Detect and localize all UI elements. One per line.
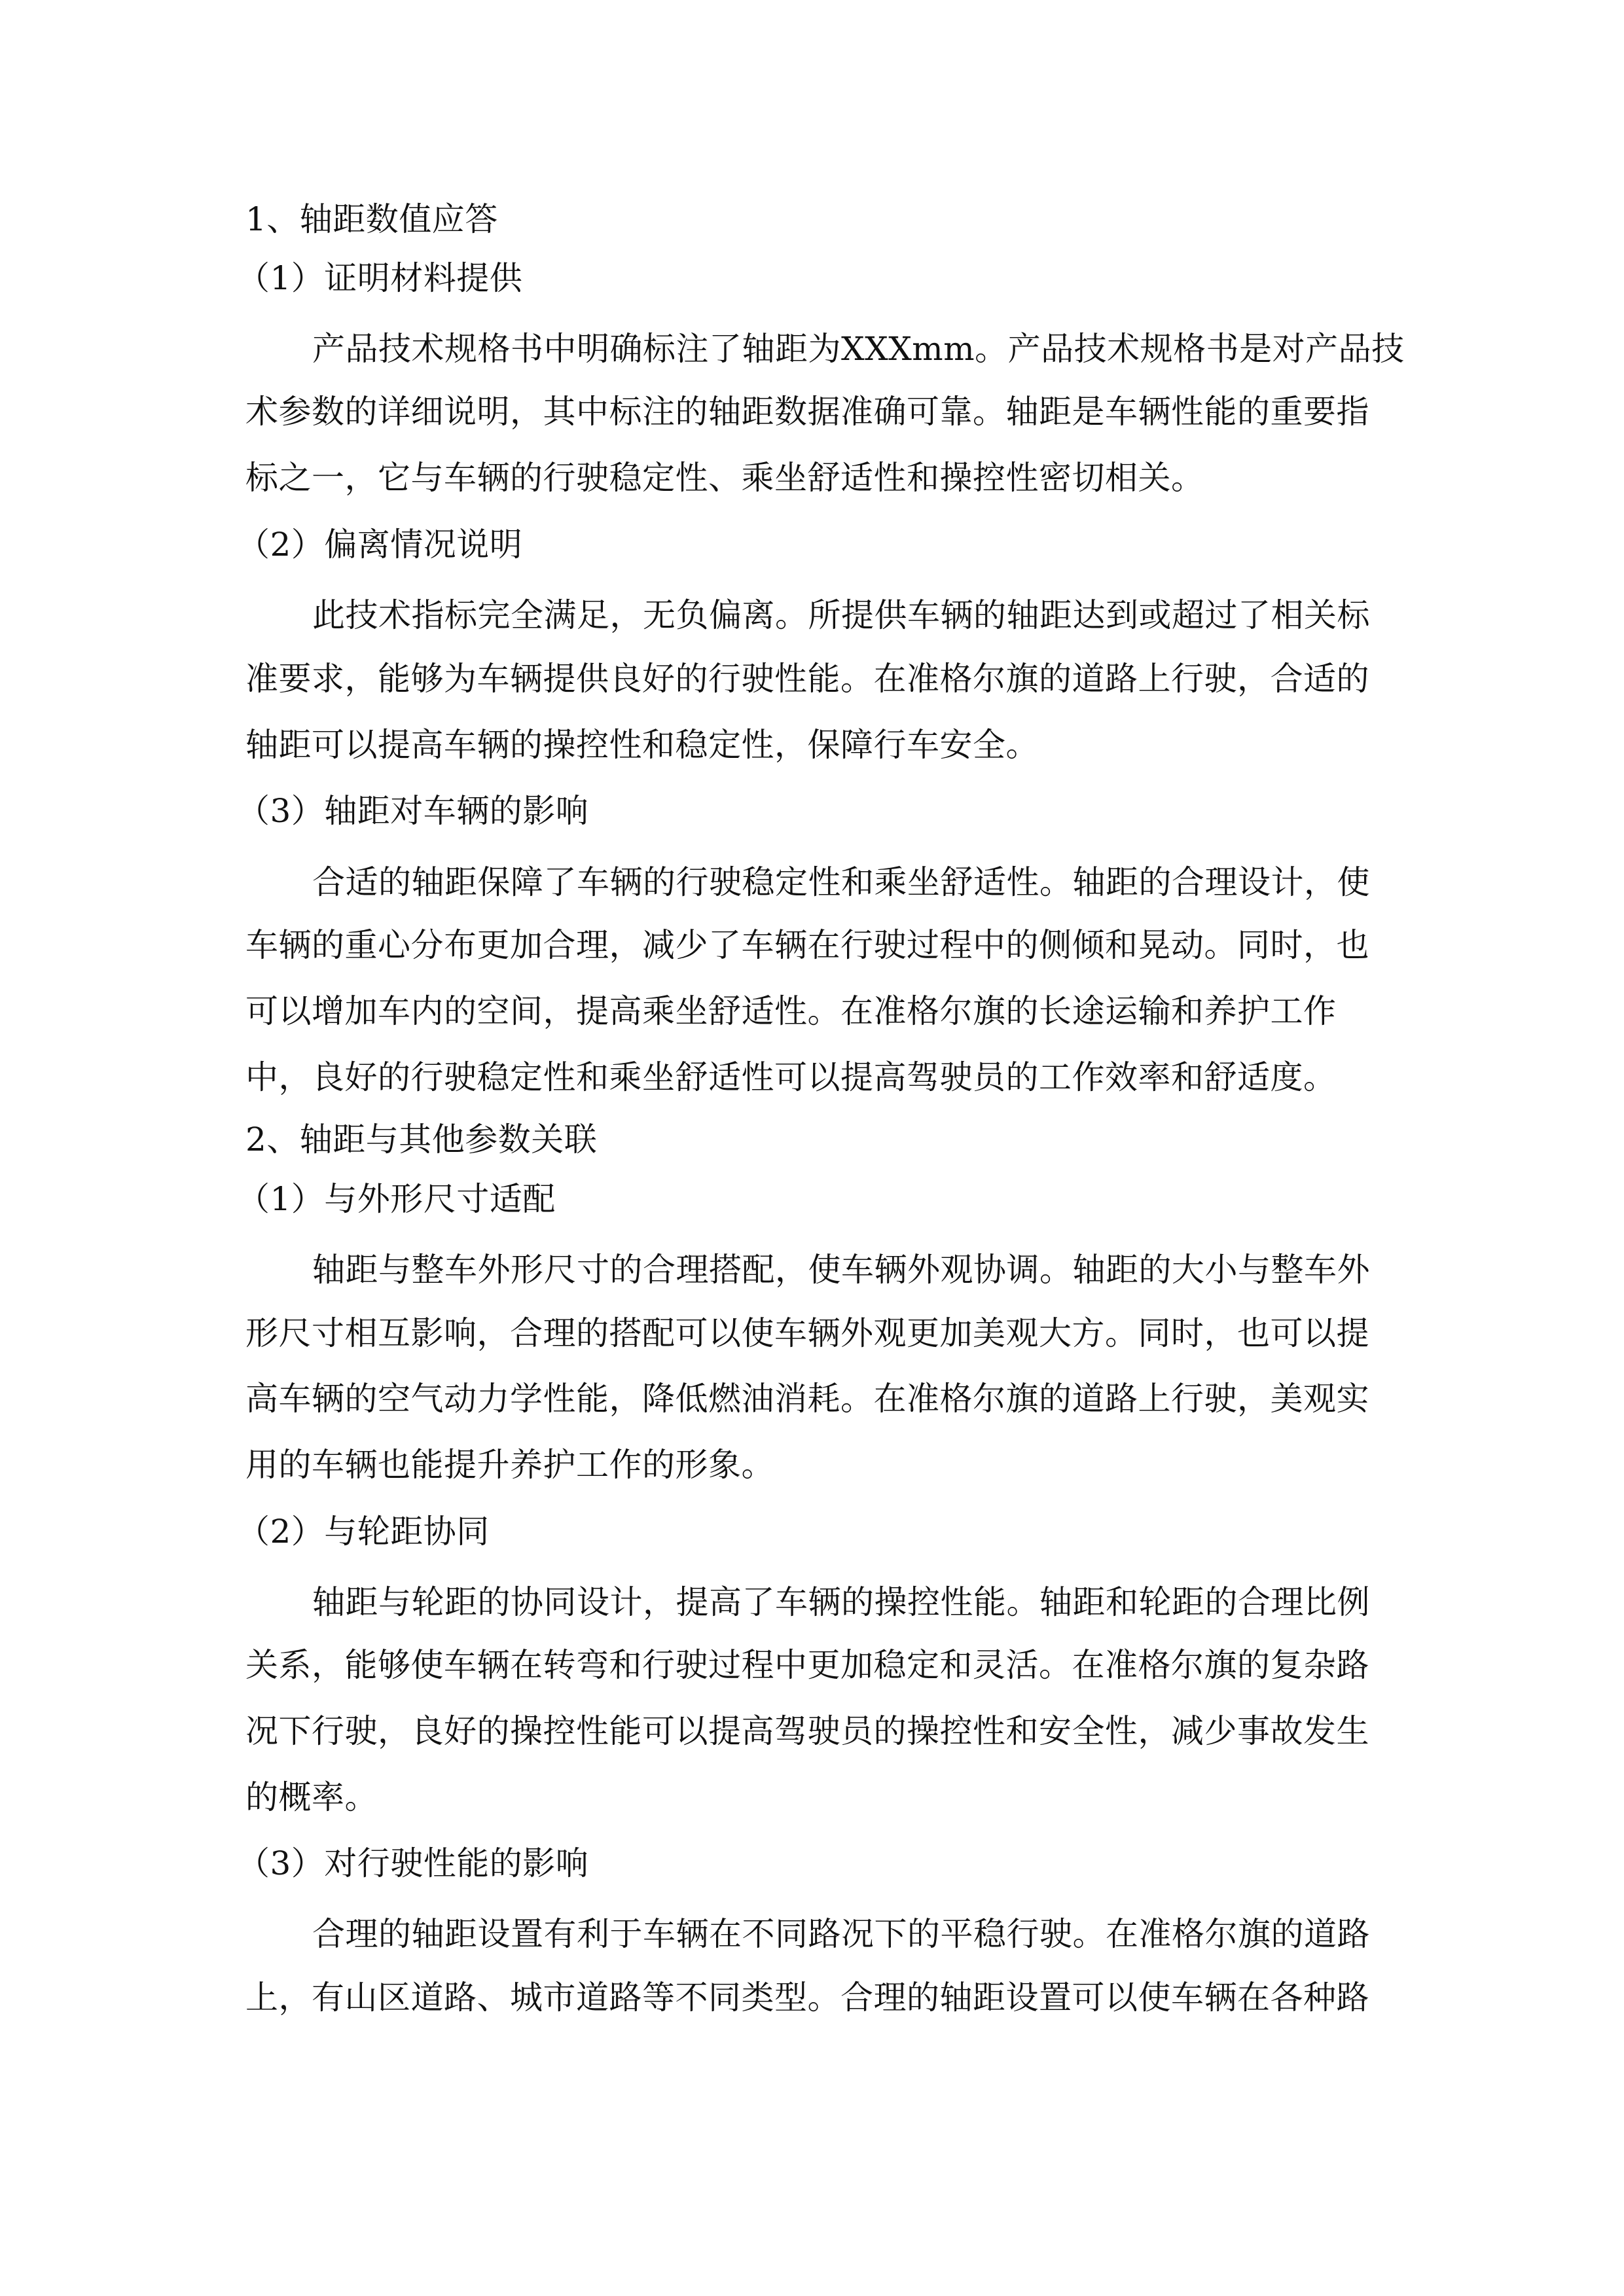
paragraph-line: 中，良好的行驶稳定性和乘坐舒适性可以提高驾驶员的工作效率和舒适度。 [245,1058,1337,1096]
paragraph-line: 此技术指标完全满足，无负偏离。所提供车辆的轴距达到或超过了相关标 [312,596,1370,634]
paragraph-line: 上，有山区道路、城市道路等不同类型。合理的轴距设置可以使车辆在各种路 [245,1979,1369,2017]
subheading-2-1: （1）与外形尺寸适配 [237,1180,556,1218]
subheading-1-2: （2）偏离情况说明 [237,526,523,564]
subheading-1-1: （1）证明材料提供 [237,259,523,297]
subheading-1-3: （3）轴距对车辆的影响 [237,792,589,830]
paragraph-line: 轴距可以提高车辆的操控性和稳定性，保障行车安全。 [245,726,1039,764]
paragraph-line: 术参数的详细说明，其中标注的轴距数据准确可靠。轴距是车辆性能的重要指 [245,393,1369,431]
paragraph-line: 高车辆的空气动力学性能，降低燃油消耗。在准格尔旗的道路上行驶，美观实 [245,1380,1369,1418]
paragraph-line: 合适的轴距保障了车辆的行驶稳定性和乘坐舒适性。轴距的合理设计，使 [312,863,1370,901]
paragraph-line: 车辆的重心分布更加合理，减少了车辆在行驶过程中的侧倾和晃动。同时，也 [245,926,1369,964]
section-heading-1: 1、轴距数值应答 [245,200,498,238]
paragraph-line: 用的车辆也能提升养护工作的形象。 [245,1446,774,1484]
paragraph-line: 轴距与轮距的协同设计，提高了车辆的操控性能。轴距和轮距的合理比例 [312,1583,1370,1621]
paragraph-line: 产品技术规格书中明确标注了轴距为XXXmm。产品技术规格书是对产品技 [312,330,1405,368]
paragraph-line: 可以增加车内的空间，提高乘坐舒适性。在准格尔旗的长途运输和养护工作 [245,992,1337,1030]
section-heading-2: 2、轴距与其他参数关联 [245,1121,598,1158]
subheading-2-3: （3）对行驶性能的影响 [237,1844,589,1882]
paragraph-line: 准要求，能够为车辆提供良好的行驶性能。在准格尔旗的道路上行驶，合适的 [245,660,1369,698]
subheading-2-2: （2）与轮距协同 [237,1513,490,1551]
paragraph-line: 标之一，它与车辆的行驶稳定性、乘坐舒适性和操控性密切相关。 [245,459,1204,497]
paragraph-line: 的概率。 [245,1778,378,1816]
paragraph-line: 关系，能够使车辆在转弯和行驶过程中更加稳定和灵活。在准格尔旗的复杂路 [245,1646,1369,1684]
paragraph-line: 合理的轴距设置有利于车辆在不同路况下的平稳行驶。在准格尔旗的道路 [312,1915,1370,1953]
paragraph-line: 况下行驶，良好的操控性能可以提高驾驶员的操控性和安全性，减少事故发生 [245,1712,1369,1750]
paragraph-line: 形尺寸相互影响，合理的搭配可以使车辆外观更加美观大方。同时，也可以提 [245,1314,1369,1352]
paragraph-line: 轴距与整车外形尺寸的合理搭配，使车辆外观协调。轴距的大小与整车外 [312,1251,1370,1289]
